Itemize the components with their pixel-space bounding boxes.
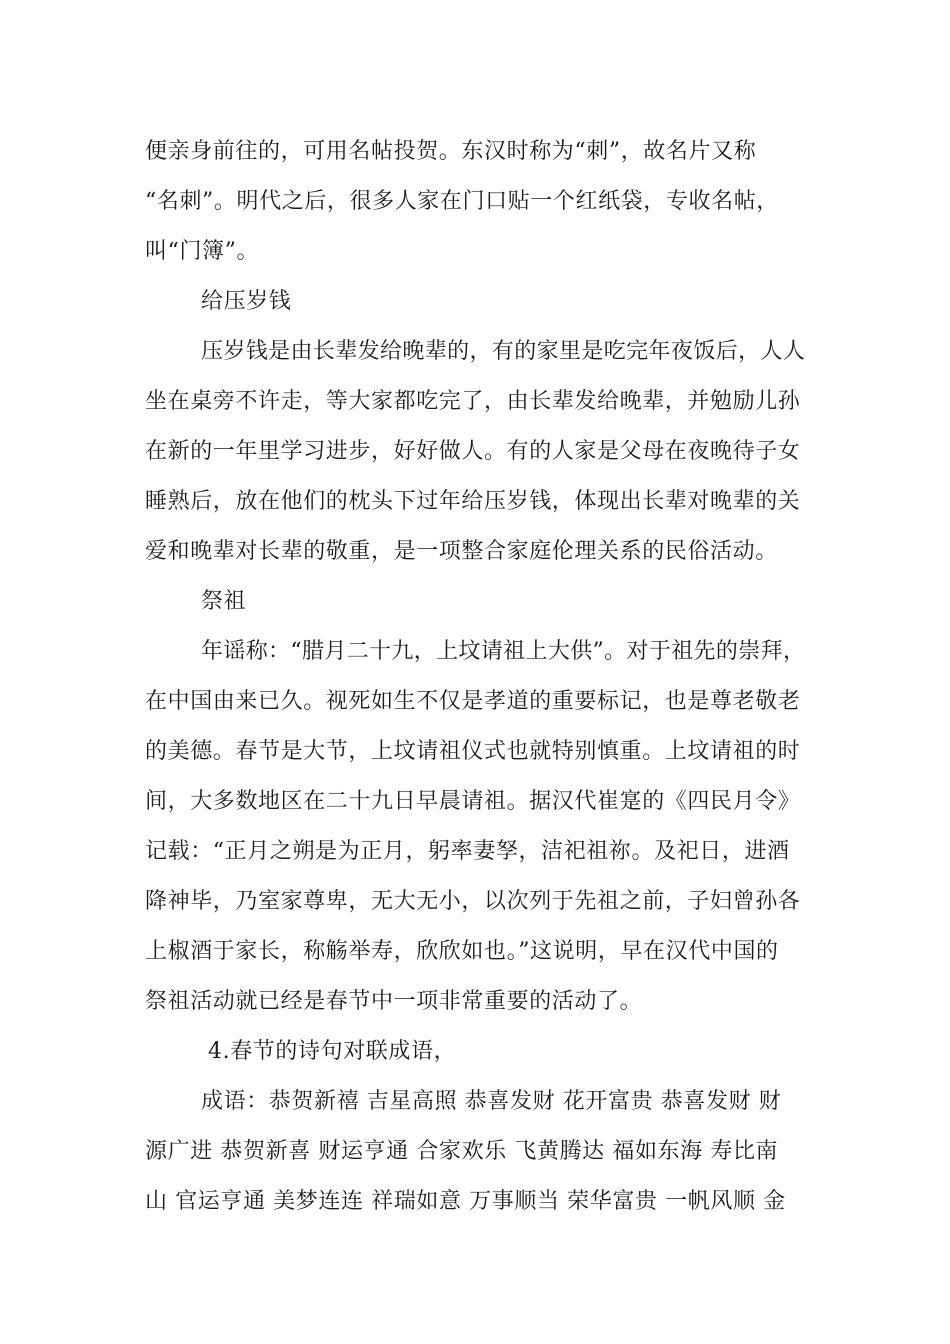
paragraph-line: 记载：“正月之朔是为正月，躬率妻孥，洁祀祖祢。及祀日，进酒 [145,839,790,864]
idiom-list-line: 山 官运亨通 美梦连连 祥瑞如意 万事顺当 荣华富贵 一帆风顺 金 [145,1189,786,1214]
paragraph-line: 上椒酒于家长，称觞举寿，欣欣如也。”这说明，早在汉代中国的 [145,939,779,964]
section-heading-gift-money: 给压岁钱 [201,289,292,314]
paragraph-line: 在中国由来已久。视死如生不仅是孝道的重要标记，也是尊老敬老 [145,689,801,714]
paragraph-line: 年谣称：“腊月二十九，上坟请祖上大供”。对于祖先的崇拜， [201,639,806,664]
idiom-list-line: 源广进 恭贺新喜 财运亨通 合家欢乐 飞黄腾达 福如东海 寿比南 [145,1139,779,1164]
paragraph-line: 降神毕，乃室家尊卑，无大无小，以次列于先祖之前，子妇曾孙各 [145,889,801,914]
paragraph-line: 压岁钱是由长辈发给晚辈的，有的家里是吃完年夜饭后，人人 [201,339,806,364]
section-heading-poems-couplets-idioms: 4.春节的诗句对联成语， [208,1039,457,1064]
paragraph-line: 间，大多数地区在二十九日早晨请祖。据汉代崔寔的《四民月令》 [145,789,801,814]
section-heading-ancestor-worship: 祭祖 [201,589,247,614]
paragraph-line: 在新的一年里学习进步，好好做人。有的人家是父母在夜晚待子女 [145,439,801,464]
paragraph-line: 祭祖活动就已经是春节中一项非常重要的活动了。 [145,989,643,1014]
paragraph-line: 睡熟后，放在他们的枕头下过年给压岁钱，体现出长辈对晚辈的关 [145,489,801,514]
paragraph-line: 坐在桌旁不许走，等大家都吃完了，由长辈发给晚辈，并勉励儿孙 [145,389,801,414]
paragraph-line: 便亲身前往的，可用名帖投贺。东汉时称为“刺”，故名片又称 [145,139,757,164]
paragraph-line: 叫“门簿”。 [145,239,260,264]
paragraph-line: 爱和晚辈对长辈的敬重，是一项整合家庭伦理关系的民俗活动。 [145,539,778,564]
idiom-list-line: 成语：恭贺新禧 吉星高照 恭喜发财 花开富贵 恭喜发财 财 [201,1089,782,1114]
paragraph-line: “名刺”。明代之后，很多人家在门口贴一个红纸袋，专收名帖， [145,189,779,214]
paragraph-line: 的美德。春节是大节，上坟请祖仪式也就特别慎重。上坟请祖的时 [145,739,801,764]
